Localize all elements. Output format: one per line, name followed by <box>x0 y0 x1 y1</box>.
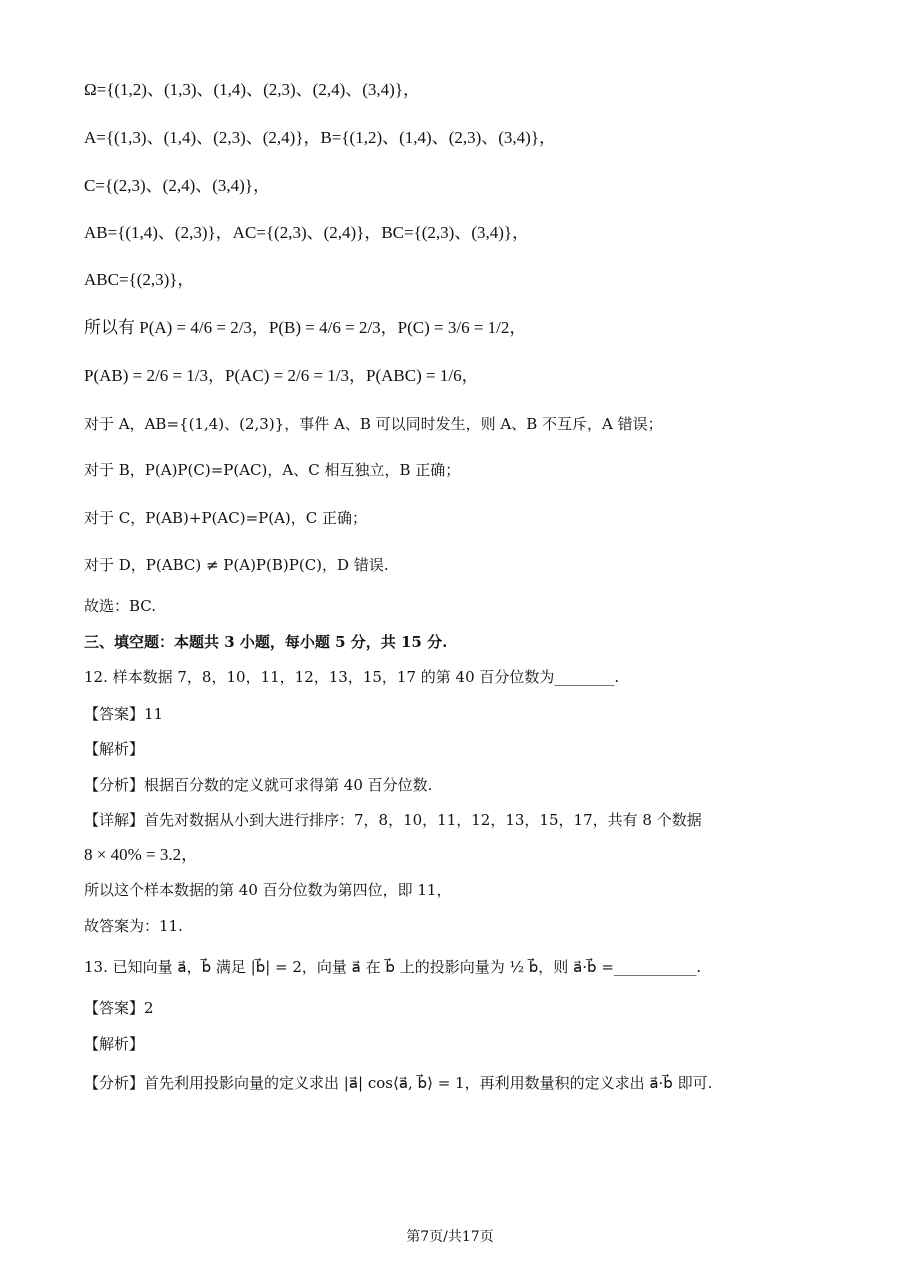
sets-intersections: AB={(1,4)、(2,3)}，AC={(2,3)、(2,4)}，BC={(2,3)、(3,4)}， <box>84 223 530 242</box>
probabilities-single: 所以有 P(A) = 4/6 = 2/3，P(B) = 4/6 = 2/3，P(C) = 3/6 = 1/2， <box>84 318 527 337</box>
analysis-13: 【分析】首先利用投影向量的定义求出 |a⃗| cos⟨a⃗, b⃗⟩ = 1，再利用数量积的定义求出 a⃗·b⃗ 即可. <box>84 1074 713 1092</box>
selected-answer: 故选：BC. <box>84 597 157 615</box>
analysis-label-12: 【解析】 <box>84 740 145 758</box>
section-heading: 三、填空题：本题共 3 小题，每小题 5 分，共 15 分. <box>84 633 448 651</box>
calc-12: 8 × 40% = 3.2， <box>84 845 199 864</box>
detail-12: 【详解】首先对数据从小到大进行排序：7，8，10，11，12，13，15，17，共有 8 个数据 <box>84 811 702 829</box>
final-answer-12: 故答案为：11. <box>84 917 183 935</box>
option-d-analysis: 对于 D，P(ABC) ≠ P(A)P(B)P(C)，D 错误. <box>84 556 389 574</box>
sets-a-b: A={(1,3)、(1,4)、(2,3)、(2,4)}，B={(1,2)、(1,4)、(2,3)、(3,4)}， <box>84 128 557 147</box>
option-a-analysis: 对于 A，AB={(1,4)、(2,3)}，事件 A、B 可以同时发生，则 A、B 不互斥，A 错误； <box>84 415 663 433</box>
answer-13: 【答案】2 <box>84 999 154 1017</box>
page-footer: 第7页/共17页 <box>406 1229 494 1245</box>
question-13: 13. 已知向量 a⃗，b⃗ 满足 |b⃗| = 2，向量 a⃗ 在 b⃗ 上的投影向量为 ½ b⃗，则 a⃗·b⃗ =___________. <box>84 958 702 976</box>
option-b-analysis: 对于 B，P(A)P(C)=P(AC)，A、C 相互独立，B 正确； <box>84 461 461 479</box>
analysis-12: 【分析】根据百分数的定义就可求得第 40 百分位数. <box>84 776 433 794</box>
question-12: 12. 样本数据 7，8，10，11，12，13，15，17 的第 40 百分位数为________. <box>84 668 620 686</box>
omega-set: Ω={(1,2)、(1,3)、(1,4)、(2,3)、(2,4)、(3,4)}， <box>84 80 420 99</box>
answer-12: 【答案】11 <box>84 705 164 723</box>
analysis-label-13: 【解析】 <box>84 1035 145 1053</box>
option-c-analysis: 对于 C，P(AB)+P(AC)=P(A)，C 正确； <box>84 509 368 527</box>
conclusion-12: 所以这个样本数据的第 40 百分位数为第四位，即 11， <box>84 881 452 899</box>
set-abc: ABC={(2,3)}， <box>84 270 195 289</box>
set-c: C={(2,3)、(2,4)、(3,4)}， <box>84 176 270 195</box>
probabilities-joint: P(AB) = 2/6 = 1/3，P(AC) = 2/6 = 1/3，P(ABC) = 1/6， <box>84 366 479 385</box>
